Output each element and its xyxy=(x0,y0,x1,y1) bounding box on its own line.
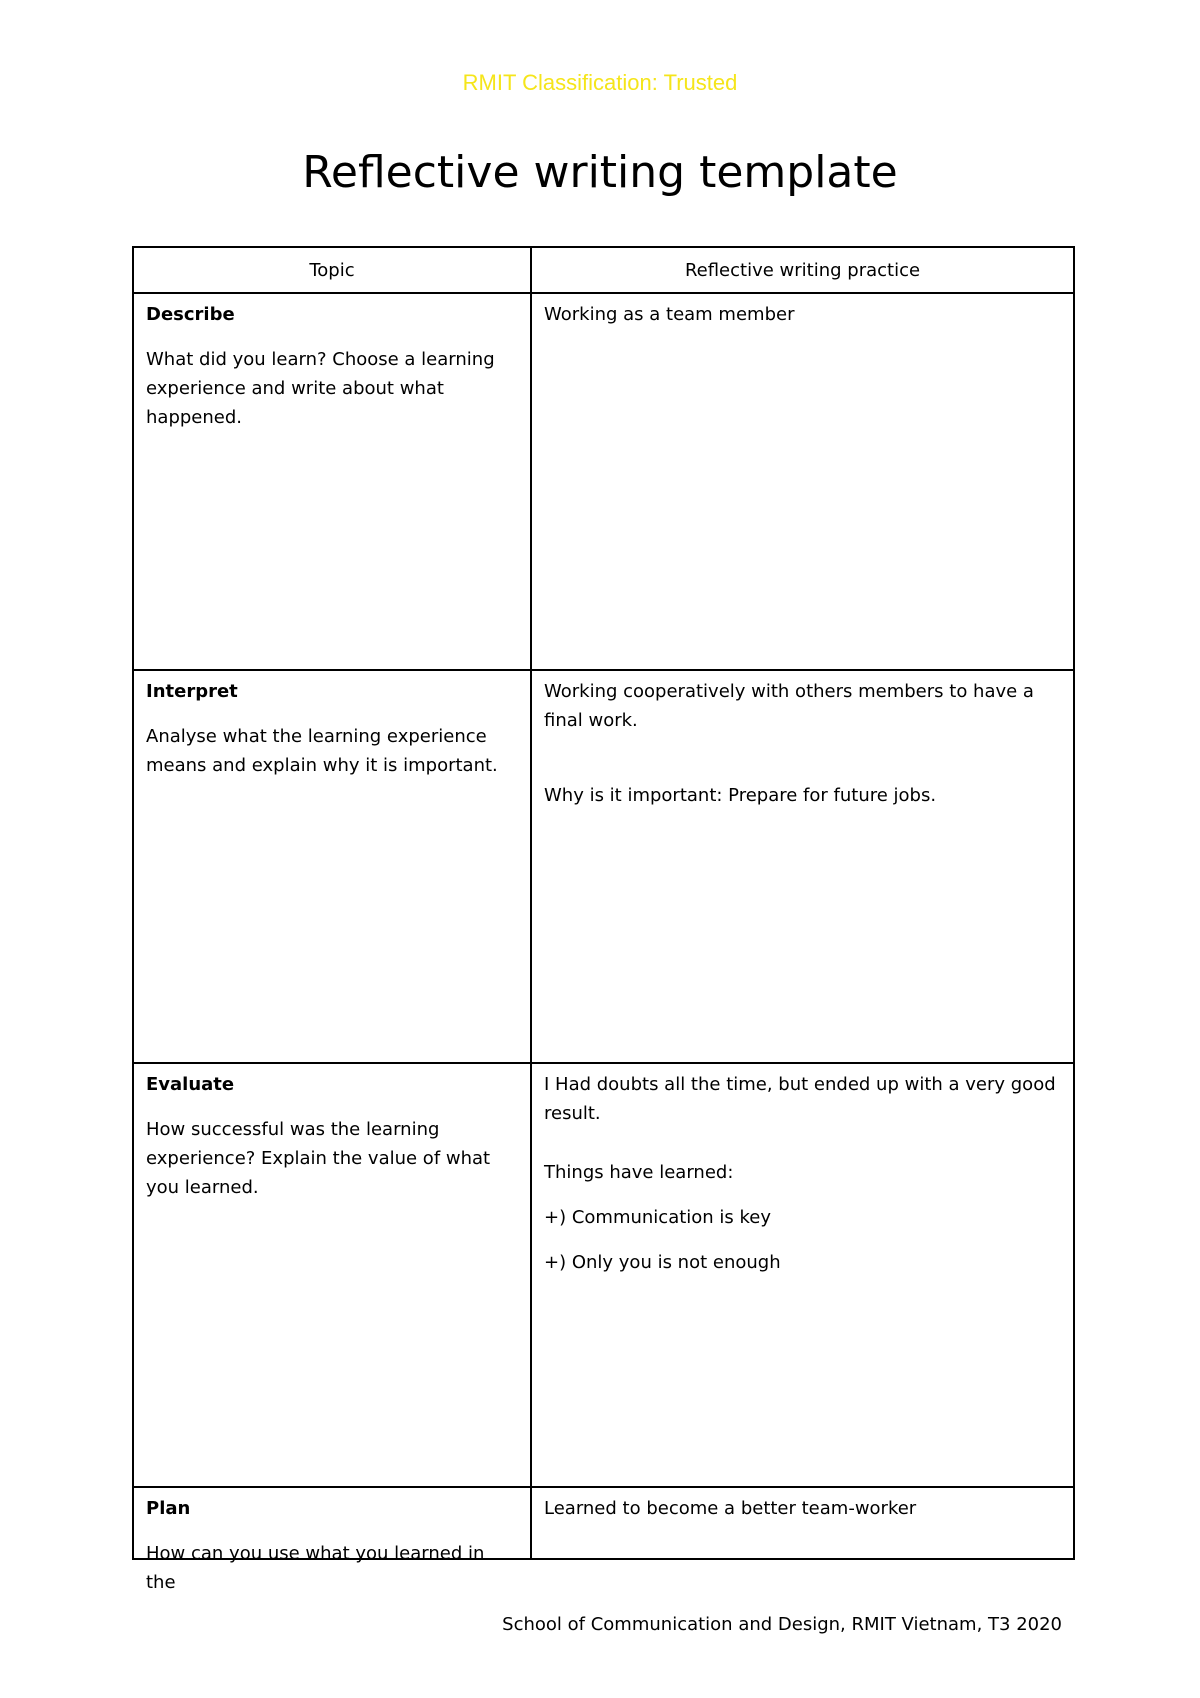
practice-text: Things have learned: xyxy=(544,1162,734,1183)
practice-text: Working cooperatively with others members to have a final work. xyxy=(544,681,1034,731)
topic-heading-interpret: Interpret xyxy=(146,681,238,702)
table-row-evaluate xyxy=(133,1063,1074,1487)
practice-text: I Had doubts all the time, but ended up with a very good result. xyxy=(544,1074,1056,1124)
topic-heading-evaluate: Evaluate xyxy=(146,1074,235,1095)
topic-description-describe: What did you learn? Choose a learning experience and write about what happened. xyxy=(146,349,495,428)
reflective-writing-table xyxy=(132,246,1075,1593)
table-row-plan xyxy=(133,1487,1074,1559)
document-title: Reflective writing template xyxy=(302,147,898,198)
topic-description-evaluate: How successful was the learning experience? Explain the value of what you learned. xyxy=(146,1119,491,1198)
practice-cell-evaluate[interactable] xyxy=(531,1063,1074,1487)
topic-cell-describe xyxy=(133,293,531,670)
page-footer: School of Communication and Design, RMIT Vietnam, T3 2020 xyxy=(502,1614,1062,1635)
column-header-practice: Reflective writing practice xyxy=(531,247,1074,293)
table-row-interpret xyxy=(133,670,1074,1063)
table-row-describe xyxy=(133,293,1074,670)
practice-text: +) Only you is not enough xyxy=(544,1252,781,1273)
topic-description-plan: How can you use what you learned in the xyxy=(146,1543,485,1593)
column-header-topic: Topic xyxy=(133,247,531,293)
topic-description-interpret: Analyse what the learning experience means and explain why it is important. xyxy=(146,726,498,776)
table-header-row xyxy=(133,247,1074,293)
practice-text: Working as a team member xyxy=(544,304,795,325)
practice-cell-plan[interactable] xyxy=(531,1487,1074,1559)
practice-cell-describe[interactable] xyxy=(531,293,1074,670)
topic-heading-plan: Plan xyxy=(146,1498,191,1519)
practice-text: +) Communication is key xyxy=(544,1207,772,1228)
practice-cell-interpret[interactable] xyxy=(531,670,1074,1063)
topic-cell-interpret xyxy=(133,670,531,1063)
practice-text: Why is it important: Prepare for future jobs. xyxy=(544,785,937,806)
topic-cell-evaluate xyxy=(133,1063,531,1487)
practice-text: Learned to become a better team-worker xyxy=(544,1498,917,1519)
classification-label: RMIT Classification: Trusted xyxy=(462,70,738,95)
topic-cell-plan xyxy=(133,1487,531,1593)
topic-heading-describe: Describe xyxy=(146,304,235,325)
